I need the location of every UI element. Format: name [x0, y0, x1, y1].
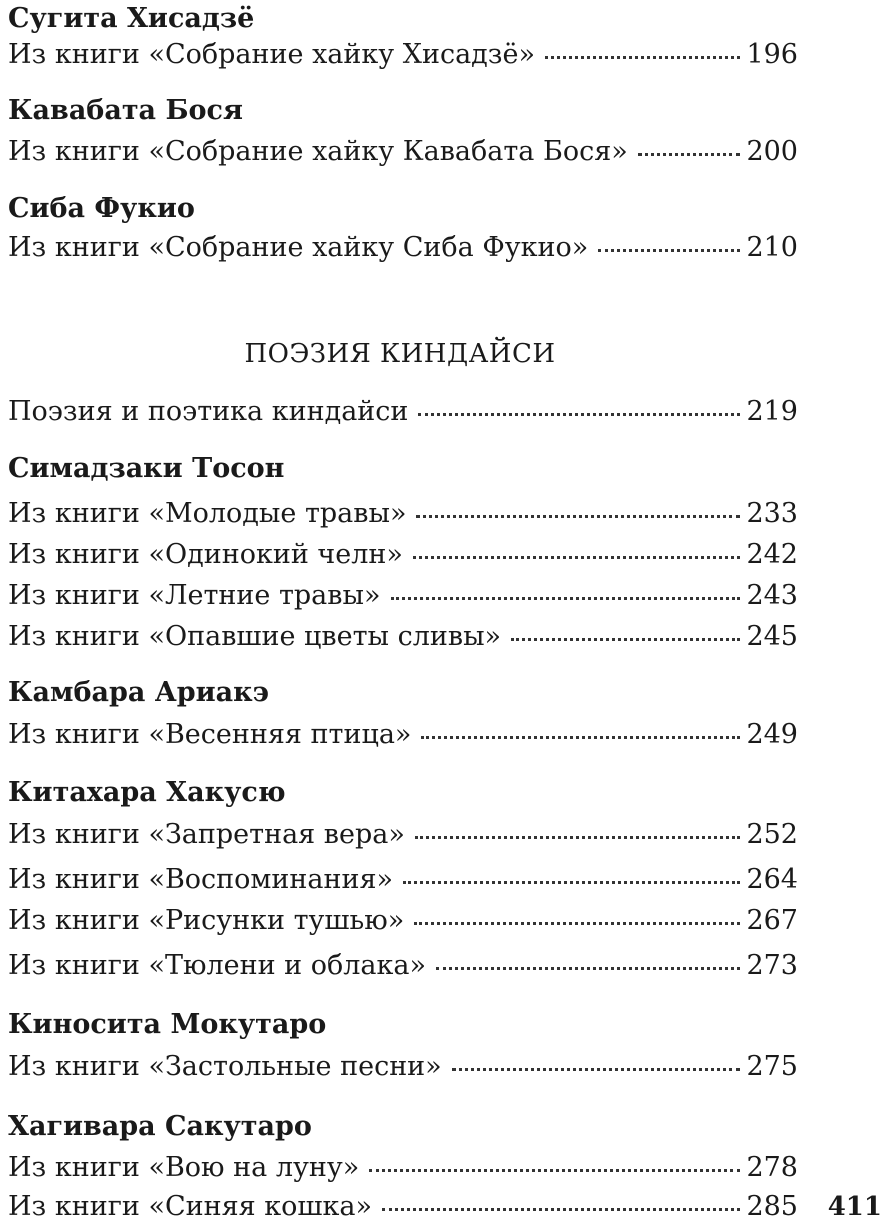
toc-entry[interactable]	[8, 863, 798, 897]
entry-title: Из книги «Тюлени и облака»	[8, 950, 427, 981]
section-title: ПОЭЗИЯ КИНДАЙСИ	[244, 339, 556, 369]
entry-title: Из книги «Молодые травы»	[8, 498, 407, 529]
toc-entry[interactable]	[8, 949, 798, 983]
entry-page-number: 243	[746, 580, 798, 611]
entry-title: Из книги «Запретная вера»	[8, 819, 405, 850]
toc-entry[interactable]	[8, 135, 798, 169]
author-heading: Киносита Мокутаро	[8, 1009, 327, 1040]
dot-leader	[369, 1169, 740, 1172]
toc-entry[interactable]	[8, 579, 798, 613]
entry-page-number: 245	[746, 621, 798, 652]
dot-leader	[382, 1208, 740, 1211]
toc-entry[interactable]	[8, 718, 798, 752]
entry-title: Из книги «Вою на луну»	[8, 1152, 360, 1183]
toc-entry[interactable]	[8, 497, 798, 531]
entry-page-number: 273	[746, 950, 798, 981]
entry-page-number: 264	[746, 864, 798, 895]
dot-leader	[418, 413, 740, 416]
toc-entry[interactable]	[8, 1190, 798, 1224]
author-heading: Сугита Хисадзё	[8, 3, 255, 34]
dot-leader	[403, 881, 740, 884]
entry-page-number: 267	[746, 905, 798, 936]
entry-page-number: 249	[746, 719, 798, 750]
entry-title: Из книги «Одинокий челн»	[8, 539, 403, 570]
entry-page-number: 210	[746, 232, 798, 263]
entry-title: Из книги «Летние травы»	[8, 580, 381, 611]
entry-title: Из книги «Собрание хайку Хисадзё»	[8, 39, 536, 70]
entry-title: Поэзия и поэтика киндайси	[8, 396, 409, 427]
entry-page-number: 275	[746, 1051, 798, 1082]
toc-entry[interactable]	[8, 904, 798, 938]
author-heading: Китахара Хакусю	[8, 777, 286, 808]
dot-leader	[421, 736, 740, 739]
entry-title: Из книги «Весенняя птица»	[8, 719, 412, 750]
entry-page-number: 242	[746, 539, 798, 570]
dot-leader	[391, 597, 741, 600]
toc-entry[interactable]	[8, 538, 798, 572]
dot-leader	[638, 153, 741, 156]
toc-entry[interactable]	[8, 818, 798, 852]
author-heading: Кавабата Бося	[8, 95, 243, 126]
dot-leader	[413, 556, 741, 559]
entry-page-number: 196	[746, 39, 798, 70]
toc-entry[interactable]	[8, 1050, 798, 1084]
dot-leader	[416, 515, 740, 518]
toc-entry[interactable]	[8, 38, 798, 72]
entry-title: Из книги «Собрание хайку Сиба Фукио»	[8, 232, 589, 263]
dot-leader	[436, 967, 740, 970]
dot-leader	[414, 922, 740, 925]
author-heading: Камбара Ариакэ	[8, 677, 270, 708]
dot-leader	[598, 249, 740, 252]
author-heading: Хагивара Сакутаро	[8, 1111, 312, 1142]
entry-title: Из книги «Собрание хайку Кавабата Бося»	[8, 136, 628, 167]
entry-title: Из книги «Застольные песни»	[8, 1051, 442, 1082]
author-heading: Сиба Фукио	[8, 193, 195, 224]
dot-leader	[545, 56, 740, 59]
entry-title: Из книги «Синяя кошка»	[8, 1191, 372, 1222]
folio-page-number: 411	[827, 1192, 882, 1222]
toc-entry[interactable]	[8, 620, 798, 654]
entry-page-number: 278	[746, 1152, 798, 1183]
entry-page-number: 219	[746, 396, 798, 427]
entry-title: Из книги «Воспоминания»	[8, 864, 394, 895]
entry-page-number: 252	[746, 819, 798, 850]
entry-title: Из книги «Опавшие цветы сливы»	[8, 621, 502, 652]
entry-title: Из книги «Рисунки тушью»	[8, 905, 405, 936]
dot-leader	[415, 836, 741, 839]
dot-leader	[511, 638, 740, 641]
toc-entry[interactable]	[8, 1151, 798, 1185]
dot-leader	[452, 1068, 741, 1071]
toc-entry[interactable]	[8, 395, 798, 429]
entry-page-number: 285	[746, 1191, 798, 1222]
entry-page-number: 200	[746, 136, 798, 167]
author-heading: Симадзаки Тосон	[8, 453, 285, 484]
toc-entry[interactable]	[8, 231, 798, 265]
entry-page-number: 233	[746, 498, 798, 529]
